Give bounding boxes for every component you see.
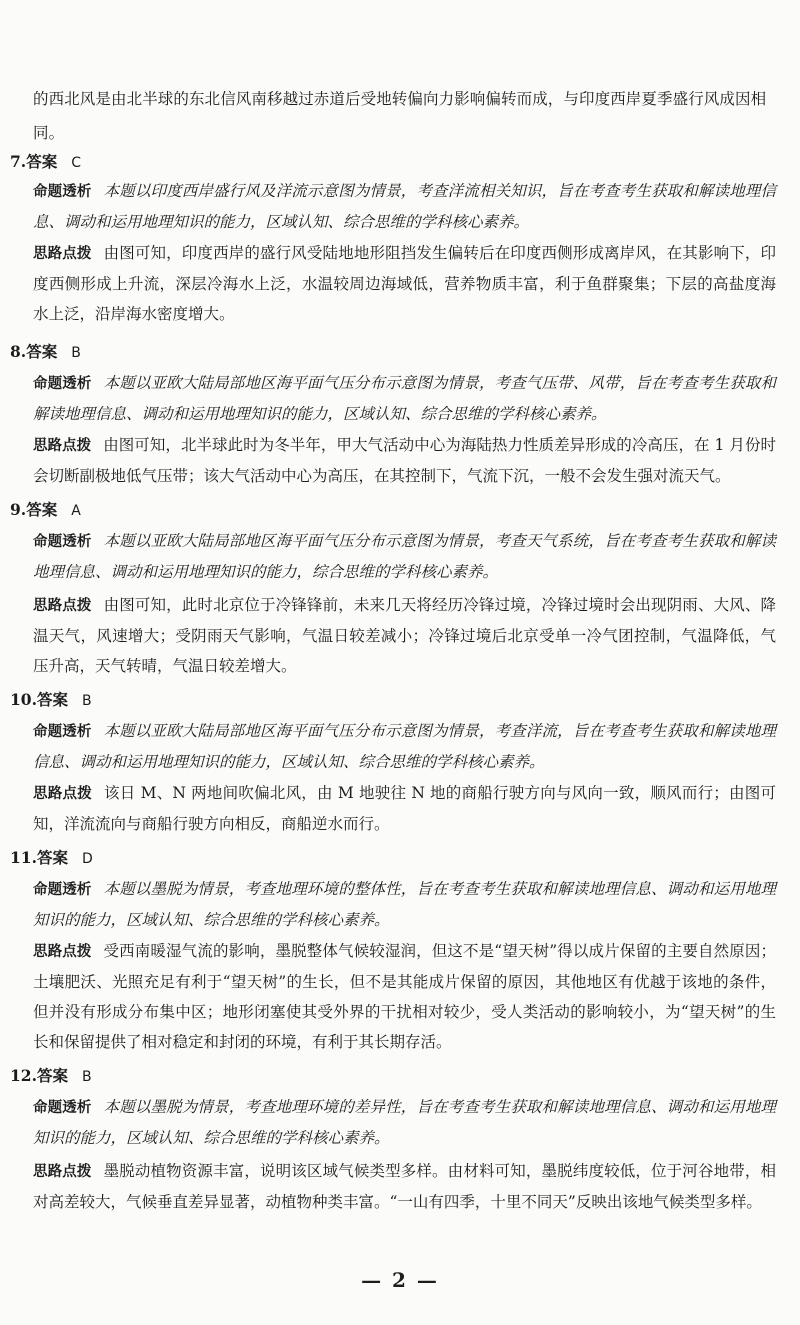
q8-hint-label: 思路点拨 xyxy=(33,438,92,454)
q10-answer-line xyxy=(10,688,92,710)
intro-paragraph: 的西北风是由北半球的东北信风南移越过赤道后受地转偏向力影响偏转而成，与印度西岸夏季盛行风成因相同。 xyxy=(33,90,767,142)
q9-hint xyxy=(33,590,776,681)
q8-answer-label: 答案 xyxy=(26,342,58,361)
page-number: — 2 — xyxy=(361,1268,439,1292)
q8-answer-value: B xyxy=(71,345,81,361)
q7-answer-value: C xyxy=(71,155,81,171)
q10-analysis-label: 命题透析 xyxy=(33,724,92,740)
q10-analysis-text: 本题以亚欧大陆局部地区海平面气压分布示意图为情景，考查洋流，旨在考查考生获取和解读地理信息、调动和运用地理知识的能力，区域认知、综合思维的学科核心素养。 xyxy=(33,722,777,771)
q12-answer-value: B xyxy=(81,1069,92,1085)
q8-hint xyxy=(33,430,776,491)
q12-hint xyxy=(33,1156,776,1217)
q7-answer-label: 答案 xyxy=(26,152,58,171)
q12-answer-line xyxy=(10,1064,92,1086)
q10-analysis xyxy=(33,716,776,777)
q11-analysis-label: 命题透析 xyxy=(33,882,92,898)
q12-answer-label: 答案 xyxy=(36,1066,68,1085)
q7-hint-label: 思路点拨 xyxy=(33,246,92,262)
q11-number: 11. xyxy=(10,848,37,867)
q11-answer-value: D xyxy=(81,851,93,867)
q7-analysis xyxy=(33,176,776,237)
q9-analysis-label: 命题透析 xyxy=(33,534,92,550)
q9-hint-label: 思路点拨 xyxy=(33,598,92,614)
q11-analysis xyxy=(33,874,776,935)
q9-answer-line xyxy=(10,498,81,520)
q11-answer-label: 答案 xyxy=(36,848,68,867)
q12-analysis-text: 本题以墨脱为情景，考查地理环境的差异性，旨在考查考生获取和解读地理信息、调动和运用地理知识的能力，区域认知、综合思维的学科核心素养。 xyxy=(33,1098,777,1147)
q8-number: 8. xyxy=(10,342,27,361)
q7-analysis-label: 命题透析 xyxy=(33,184,92,200)
q11-answer-line xyxy=(10,846,93,868)
q7-analysis-text: 本题以印度西岸盛行风及洋流示意图为情景，考查洋流相关知识，旨在考查考生获取和解读地理信息、调动和运用地理知识的能力，区域认知、综合思维的学科核心素养。 xyxy=(33,182,777,231)
q8-hint-text: 由图可知，北半球此时为冬半年，甲大气活动中心为海陆热力性质差异形成的冷高压，在 1 月份时会切断副极地低气压带；该大气活动中心为高压，在其控制下，气流下沉，一般不会发生强对流天气。 xyxy=(33,436,776,485)
q9-analysis xyxy=(33,526,776,587)
q9-answer-value: A xyxy=(71,503,81,519)
q12-hint-label: 思路点拨 xyxy=(33,1164,92,1180)
q11-analysis-text: 本题以墨脱为情景，考查地理环境的整体性，旨在考查考生获取和解读地理信息、调动和运用地理知识的能力，区域认知、综合思维的学科核心素养。 xyxy=(33,880,777,929)
q12-analysis xyxy=(33,1092,776,1153)
q7-answer-line xyxy=(10,150,81,172)
q10-hint-text: 该日 M、N 两地间吹偏北风，由 M 地驶往 N 地的商船行驶方向与风向一致，顺风而行；由图可知，洋流流向与商船行驶方向相反，商船逆水而行。 xyxy=(33,784,777,833)
q12-number: 12. xyxy=(10,1066,37,1085)
q8-analysis-label: 命题透析 xyxy=(33,376,92,392)
q9-answer-label: 答案 xyxy=(26,500,58,519)
q10-answer-label: 答案 xyxy=(36,690,68,709)
q10-hint xyxy=(33,778,776,839)
q9-analysis-text: 本题以亚欧大陆局部地区海平面气压分布示意图为情景，考查天气系统，旨在考查考生获取和解读地理信息、调动和运用地理知识的能力，综合思维的学科核心素养。 xyxy=(33,532,777,581)
q11-hint xyxy=(33,936,776,1057)
q9-number: 9. xyxy=(10,500,27,519)
q10-answer-value: B xyxy=(81,693,92,709)
q12-hint-text: 墨脱动植物资源丰富，说明该区域气候类型多样。由材料可知，墨脱纬度较低，位于河谷地带，相对高差较大，气候垂直差异显著，动植物种类丰富。“一山有四季，十里不同天”反映出该地气候类型多样。 xyxy=(33,1162,777,1211)
q9-hint-text: 由图可知，此时北京位于冷锋锋前，未来几天将经历冷锋过境，冷锋过境时会出现阴雨、大风、降温天气，风速增大；受阴雨天气影响，气温日较差减小；冷锋过境后北京受单一冷气团控制，气温降低，气压升高，天气转晴，气温日较差增大。 xyxy=(33,596,777,675)
q7-number: 7. xyxy=(10,152,27,171)
q8-analysis xyxy=(33,368,776,429)
q7-hint-text: 由图可知，印度西岸的盛行风受陆地地形阻挡发生偏转后在印度西侧形成离岸风，在其影响下，印度西侧形成上升流，深层冷海水上泛，水温较周边海域低，营养物质丰富，利于鱼群聚集；下层的高盐度海水上泛，沿岸海水密度增大。 xyxy=(33,244,777,323)
q11-hint-label: 思路点拨 xyxy=(33,944,92,960)
q11-hint-text: 受西南暖湿气流的影响，墨脱整体气候较湿润，但这不是“望天树”得以成片保留的主要自然原因；土壤肥沃、光照充足有利于“望天树”的生长，但不是其能成片保留的原因，其他地区有优越于该地的条件，但并没有形成分布集中区；地形闭塞使其受外界的干扰相对较少，受人类活动的影响较小，为“望天树”的生长和保留提供了相对稳定和封闭的环境，有利于其长期存活。 xyxy=(33,942,777,1051)
q7-hint xyxy=(33,238,776,329)
q10-number: 10. xyxy=(10,690,37,709)
q8-answer-line xyxy=(10,340,81,362)
q8-analysis-text: 本题以亚欧大陆局部地区海平面气压分布示意图为情景，考查气压带、风带，旨在考查考生获取和解读地理信息、调动和运用地理知识的能力，区域认知、综合思维的学科核心素养。 xyxy=(33,374,777,423)
q12-analysis-label: 命题透析 xyxy=(33,1100,92,1116)
q10-hint-label: 思路点拨 xyxy=(33,786,92,802)
